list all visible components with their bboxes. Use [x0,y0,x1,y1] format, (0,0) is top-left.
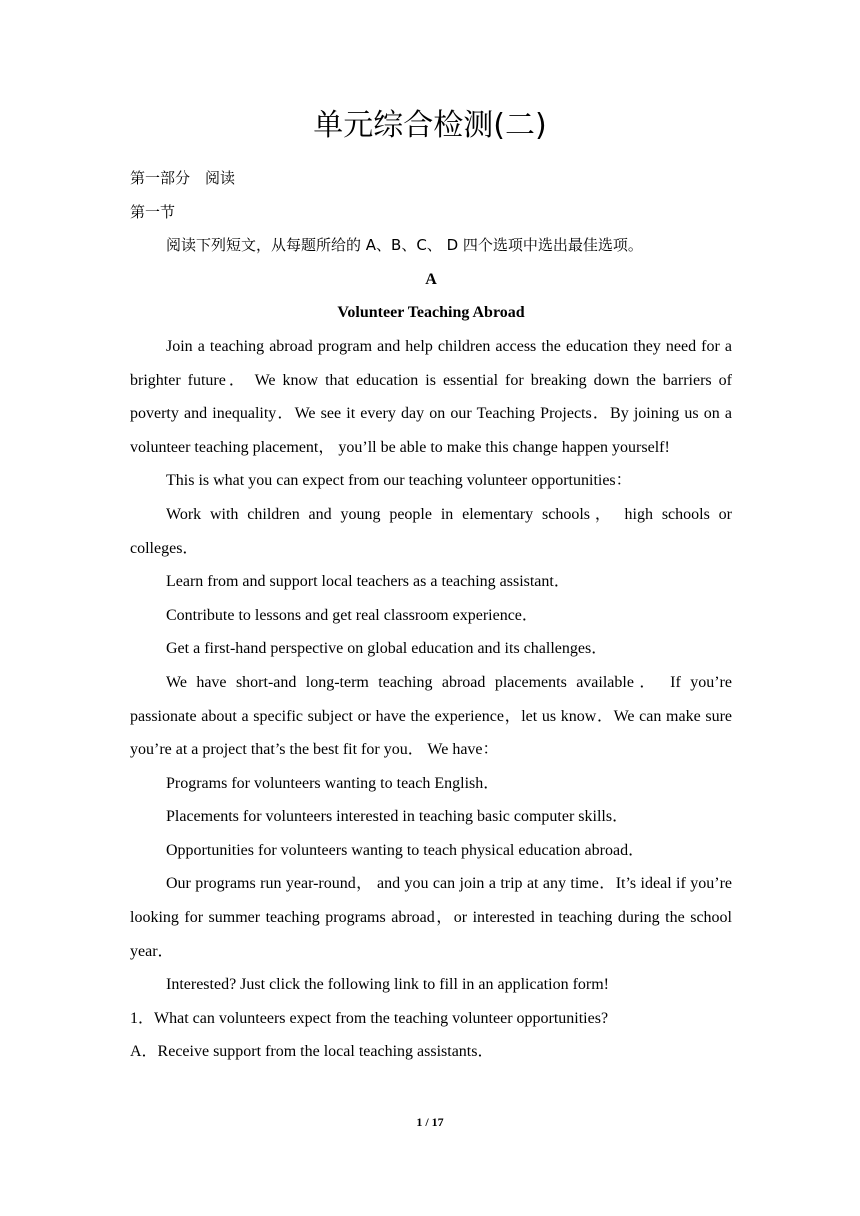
passage-label: A [425,270,437,288]
paragraph-placements: We have short-and long-term teaching abroad placements available． If you’re passionate about a specific subject or have the experience，let us know．We can make sure you’re at a project that’s the best fit for you． We have： [130,673,732,759]
part-heading: 第一部分 阅读 [130,169,236,187]
paragraph-learn: Learn from and support local teachers as a teaching assistant． [166,573,570,591]
paragraph-computer: Placements for volunteers interested in teaching basic computer skills． [166,808,629,826]
passage-title: Volunteer Teaching Abroad [337,304,525,322]
page-number: 1 / 17 [416,1115,444,1129]
paragraph-expect: This is what you can expect from our teaching volunteer opportunities： [166,472,632,490]
document-title: 单元综合检测(二) [313,108,547,143]
document-body [130,162,732,1069]
question-1-option-a: A．Receive support from the local teaching assistants． [130,1043,494,1061]
question-1: 1．What can volunteers expect from the teaching volunteer opportunities? [130,1009,609,1027]
section-heading: 第一节 [130,202,176,221]
paragraph-pe: Opportunities for volunteers wanting to teach physical education abroad． [166,841,645,859]
paragraph-intro: Join a teaching abroad program and help children access the education they need for a brighter future． We know that education is essential for breaking down the barriers of poverty and inequality．We see it every day on our Teaching Projects．By joining us on a volunteer teaching placement， you’ll be able to make this change happen yourself! [130,337,732,456]
paragraph-work: Work with children and young people in elementary schools， high schools or colleges． [130,505,732,557]
instruction-text: 阅读下列短文，从每题所给的 A、B、C、 D 四个选项中选出最佳选项。 [166,236,643,255]
paragraph-english: Programs for volunteers wanting to teach English． [166,774,500,792]
paragraph-year-round: Our programs run year-round， and you can join a trip at any time．It’s ideal if you’re looking for summer teaching programs abroad，or interested in teaching during the school year． [130,875,732,960]
paragraph-perspective: Get a first-hand perspective on global education and its challenges． [166,640,608,658]
paragraph-interested: Interested? Just click the following link to fill in an application form! [166,976,609,994]
paragraph-contribute: Contribute to lessons and get real classroom experience． [166,606,538,624]
